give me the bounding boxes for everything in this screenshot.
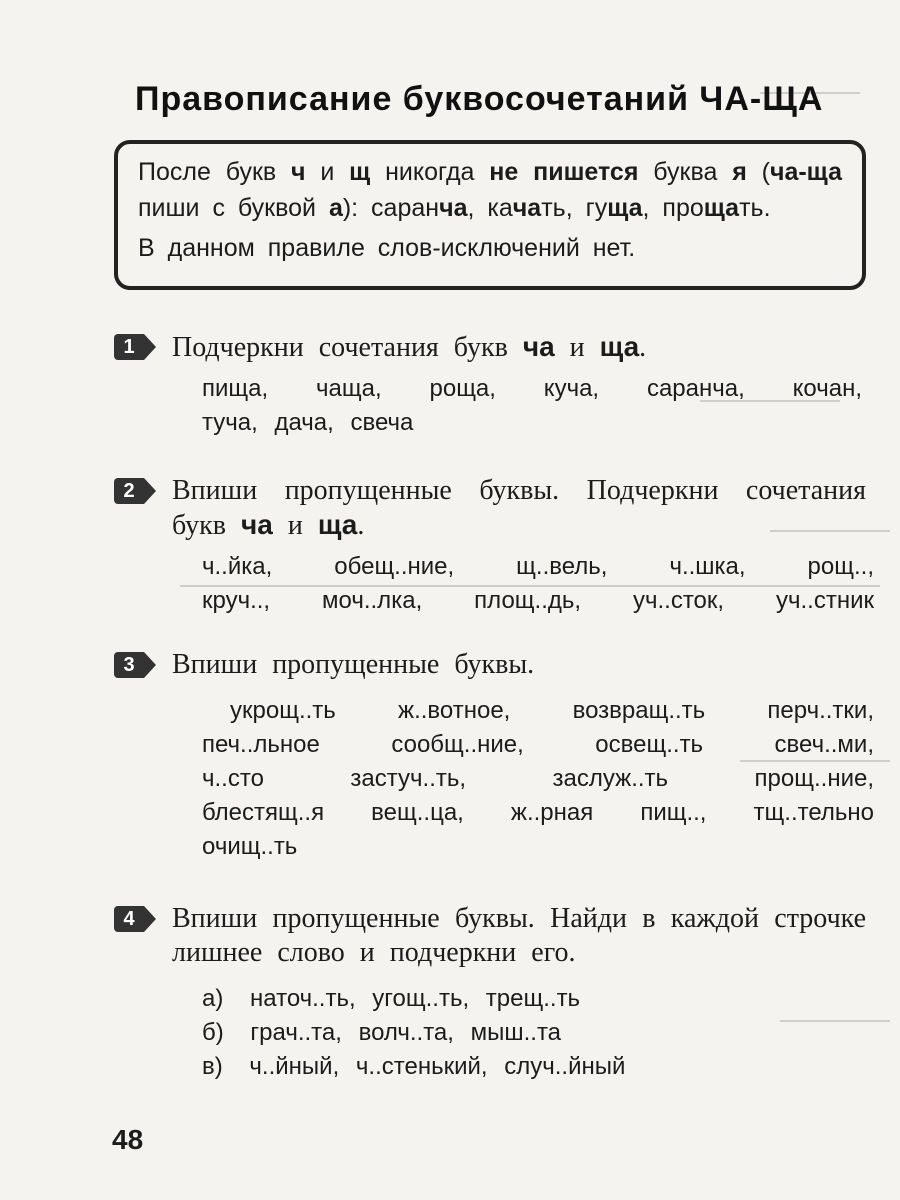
task-2-words <box>202 550 874 584</box>
task-4-instruction: Впиши пропущенные буквы. Найди в каждой строчке лишнее слово и подчеркни его. <box>172 903 866 968</box>
item-label: в) <box>202 1053 223 1080</box>
item-text: наточ..ть, угощ..ть, трещ..ть <box>250 985 581 1012</box>
word-line: круч.., моч..лка, площ..дь, уч..сток, уч..стник <box>202 587 874 614</box>
rule-note: В данном правиле слов-исключений нет. <box>138 234 636 262</box>
task-2-instruction: Впиши пропущенные буквы. Подчеркни сочетания букв ча и ща. <box>172 475 866 541</box>
answer-line <box>202 1016 561 1050</box>
word-line: ч..сто застуч..ть, заслуж..ть прощ..ние, <box>202 765 874 792</box>
answer-line <box>202 982 580 1016</box>
word-line: ч..йка, обещ..ние, щ..вель, ч..шка, рощ.., <box>202 553 874 580</box>
page-number: 48 <box>112 1124 144 1155</box>
task-1-instruction: Подчеркни сочетания букв ча и ща. <box>172 331 647 363</box>
page-title: Правописание буквосочетаний ЧА-ЩА <box>135 80 824 118</box>
word-line: туча, дача, свеча <box>202 409 414 436</box>
task-3-instruction: Впиши пропущенные буквы. <box>172 649 535 680</box>
task-3-words <box>230 694 874 728</box>
bleed-mark <box>780 1020 890 1022</box>
rule-box <box>114 140 866 290</box>
item-label: а) <box>202 985 224 1012</box>
task-number-badge: 3 <box>114 652 160 678</box>
word-line: пища, чаща, роща, куча, саранча, кочан, <box>202 375 862 402</box>
task-number-badge: 4 <box>114 906 160 932</box>
word-line: укрощ..ть ж..вотное, возвращ..ть перч..тки, <box>230 697 874 724</box>
word-line: печ..льное сообщ..ние, освещ..ть свеч..ми, <box>202 731 874 758</box>
task-number-badge: 1 <box>114 334 160 360</box>
task-1-words <box>202 372 862 406</box>
answer-line <box>202 1050 625 1084</box>
item-text: ч..йный, ч..стенький, случ..йный <box>249 1053 626 1080</box>
task-number-badge: 2 <box>114 478 160 504</box>
task-3-words <box>202 728 874 762</box>
task-2-words <box>202 584 874 618</box>
item-text: грач..та, волч..та, мыш..та <box>250 1019 562 1046</box>
rule-text: После букв ч и щ никогда не пишется буква я (ча-ща пиши с буквой а): саранча, качать, гуща, прощать. <box>138 158 842 222</box>
word-line: блестящ..я вещ..ца, ж..рная пищ.., тщ..тельно <box>202 799 874 826</box>
task-3-words <box>202 762 874 796</box>
task-3-words <box>202 796 874 830</box>
word-line: очищ..ть <box>202 833 298 860</box>
item-label: б) <box>202 1019 224 1046</box>
